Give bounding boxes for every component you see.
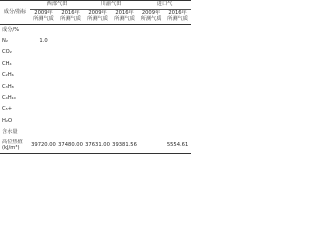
table-cell (84, 116, 111, 127)
table-row (0, 36, 191, 47)
table-cell (164, 128, 191, 139)
row-label: 高位热值 (kJ/m³) (0, 139, 30, 154)
table-cell (138, 128, 164, 139)
group-header: 西部气田 (30, 1, 84, 10)
table-cell (111, 71, 138, 82)
table-cell (84, 71, 111, 82)
row-label: C₄H₁₀ (2, 95, 16, 102)
sub-header: 2009年 所测气质 (138, 10, 164, 25)
row-label: C₂H₆ (2, 72, 14, 79)
table-cell (111, 128, 138, 139)
table-cell (57, 48, 84, 59)
table-cell (57, 93, 84, 104)
table-cell (30, 105, 57, 116)
table-cell (111, 36, 138, 47)
table-cell (138, 116, 164, 127)
table-cell (84, 59, 111, 70)
table-cell (30, 25, 57, 37)
table-cell (164, 105, 191, 116)
table-cell (84, 82, 111, 93)
table-cell (30, 128, 57, 139)
table-cell (57, 128, 84, 139)
table-cell (84, 36, 111, 47)
table-cell (164, 48, 191, 59)
table-cell (111, 82, 138, 93)
row-label: C₅+ (2, 106, 13, 113)
table-cell (30, 71, 57, 82)
table-cell (84, 25, 111, 37)
table-cell (84, 105, 111, 116)
sub-header: 2016年 所测气质 (111, 10, 138, 25)
table-cell (57, 71, 84, 82)
table-cell (138, 48, 164, 59)
table-cell: 1.0 (39, 38, 48, 45)
row-label: CO₂ (2, 49, 12, 56)
table-cell (164, 25, 191, 37)
table-cell (30, 82, 57, 93)
corner-header: 成分/指标 (0, 1, 30, 25)
table-row (0, 71, 191, 82)
table-cell (57, 25, 84, 37)
table-row-heating-value (0, 139, 191, 154)
table-cell (164, 93, 191, 104)
table-cell (30, 48, 57, 59)
table-row (0, 25, 191, 37)
table-cell (164, 59, 191, 70)
table-cell (84, 128, 111, 139)
row-label: H₂O (2, 117, 13, 124)
table-cell (57, 82, 84, 93)
group-header: 进口气 (138, 1, 191, 10)
table-cell (84, 48, 111, 59)
table-cell (30, 116, 57, 127)
row-label: 成分/% (2, 26, 20, 33)
table-cell: 5554.61 (164, 139, 191, 154)
table-cell: 39381.56 (111, 139, 138, 154)
gas-composition-table (0, 0, 191, 154)
table-cell (111, 25, 138, 37)
table-body (0, 25, 191, 154)
group-header-row (0, 1, 191, 10)
table-cell (138, 71, 164, 82)
table-cell (57, 105, 84, 116)
table-cell (164, 116, 191, 127)
row-label: C₃H₈ (2, 83, 14, 90)
sub-header: 2016年 所测气质 (164, 10, 191, 25)
table-cell: 37480.00 (57, 139, 84, 154)
table-cell (138, 36, 164, 47)
table-row (0, 105, 191, 116)
table-row (0, 48, 191, 59)
table-cell (164, 71, 191, 82)
table-row (0, 82, 191, 93)
data-table-container (0, 0, 191, 192)
sub-header: 2009年 所测气质 (30, 10, 57, 25)
table-cell: 39720.00 (30, 139, 57, 154)
table-cell (57, 59, 84, 70)
table-cell (111, 116, 138, 127)
table-cell (111, 105, 138, 116)
table-cell (138, 82, 164, 93)
table-cell (57, 36, 84, 47)
table-row (0, 93, 191, 104)
table-cell (138, 93, 164, 104)
table-cell (111, 48, 138, 59)
table-cell (84, 93, 111, 104)
table-cell (138, 59, 164, 70)
table-cell (111, 59, 138, 70)
table-cell (138, 25, 164, 37)
row-label: 含水量 (2, 129, 18, 136)
table-cell (164, 36, 191, 47)
table-cell (30, 59, 57, 70)
row-label: N₂ (2, 38, 8, 45)
table-cell: 37631.00 (84, 139, 111, 154)
row-label: CH₄ (2, 60, 12, 67)
table-cell (164, 82, 191, 93)
group-header: 川渝气田 (84, 1, 138, 10)
table-cell (111, 93, 138, 104)
table-row (0, 128, 191, 139)
table-cell (138, 139, 164, 154)
sub-header: 2009年 所测气质 (84, 10, 111, 25)
table-row (0, 116, 191, 127)
table-cell (57, 116, 84, 127)
table-cell (30, 93, 57, 104)
sub-header: 2016年 所测气质 (57, 10, 84, 25)
table-cell (138, 105, 164, 116)
table-row (0, 59, 191, 70)
